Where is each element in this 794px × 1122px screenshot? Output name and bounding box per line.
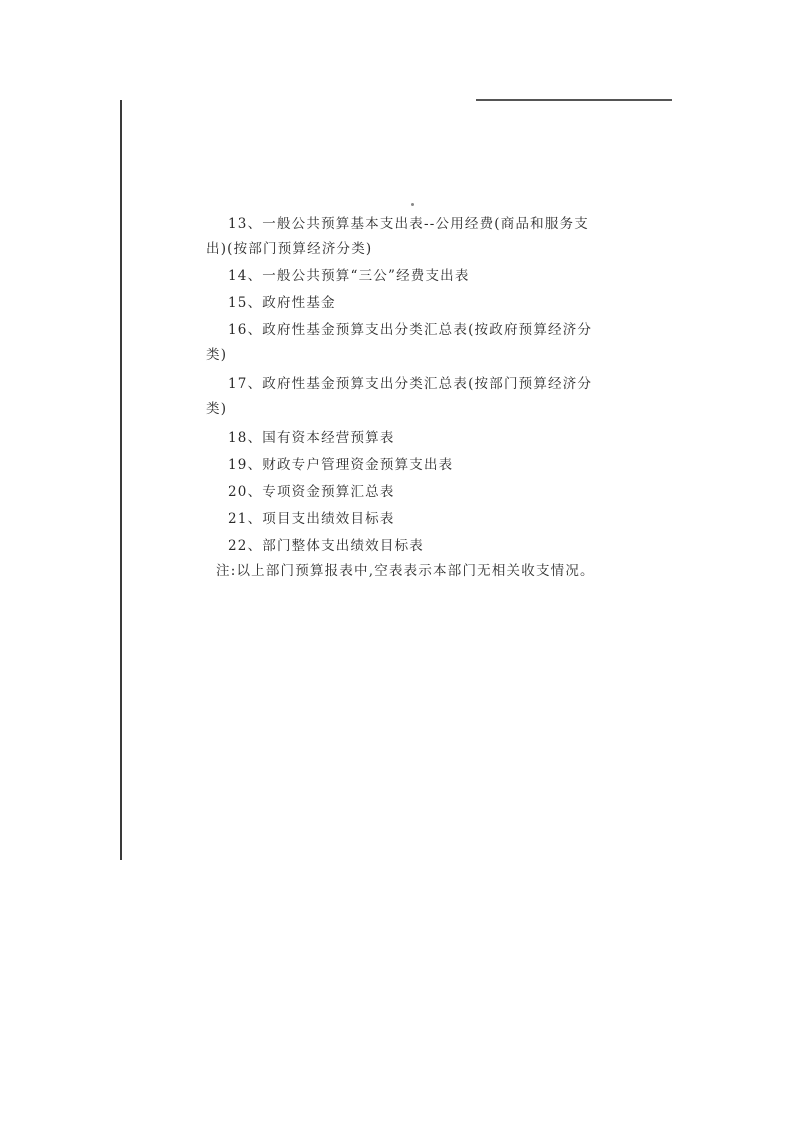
list-item-text: 14、一般公共预算“三公”经费支出表 xyxy=(228,268,470,284)
list-item-continuation: 出)(按部门预算经济分类) xyxy=(206,241,373,257)
list-item xyxy=(206,507,606,532)
list-item-text: 13、一般公共预算基本支出表--公用经费(商品和服务支 xyxy=(228,216,589,232)
list-item xyxy=(206,534,606,559)
list-item-text: 22、部门整体支出绩效目标表 xyxy=(228,538,424,554)
list-item xyxy=(206,264,606,289)
scan-speck xyxy=(411,203,414,206)
list-item-text: 17、政府性基金预算支出分类汇总表(按部门预算经济分 xyxy=(228,376,593,392)
list-item-continuation: 类) xyxy=(206,401,228,417)
footnote: 注:以上部门预算报表中,空表表示本部门无相关收支情况。 xyxy=(216,563,595,579)
list-item xyxy=(206,291,606,316)
top-edge-line xyxy=(476,99,672,101)
list-item xyxy=(206,453,606,478)
list-item-continuation: 类) xyxy=(206,347,228,363)
list-item xyxy=(206,318,606,368)
list-item-text: 20、专项资金预算汇总表 xyxy=(228,484,395,500)
list-item xyxy=(206,212,606,262)
list-item-text: 16、政府性基金预算支出分类汇总表(按政府预算经济分 xyxy=(228,322,593,338)
list-item-text: 19、财政专户管理资金预算支出表 xyxy=(228,457,454,473)
list-item-text: 21、项目支出绩效目标表 xyxy=(228,511,395,527)
list-item xyxy=(206,372,606,422)
document-body xyxy=(206,212,606,584)
list-item-text: 15、政府性基金 xyxy=(228,295,336,311)
left-margin-line xyxy=(120,100,122,860)
list-item xyxy=(206,426,606,451)
list-item xyxy=(206,480,606,505)
list-item-text: 18、国有资本经营预算表 xyxy=(228,430,395,446)
